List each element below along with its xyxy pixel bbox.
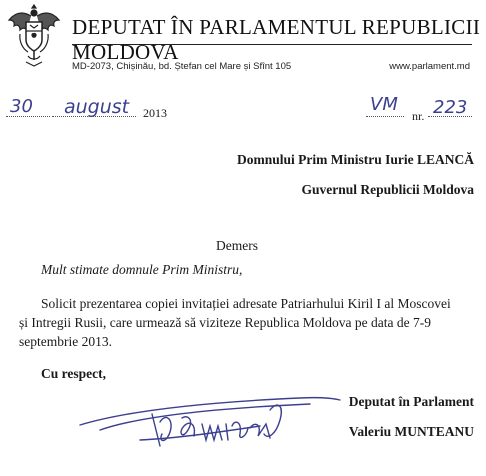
signatory-name: Valeriu MUNTEANU: [348, 424, 474, 439]
registration-prefix-handwritten: VM: [370, 94, 398, 115]
date-year: 2013: [143, 106, 167, 120]
salutation: Mult stimate domnule Prim Ministru,: [41, 262, 243, 277]
date-month-line: [52, 116, 136, 117]
registration-nr-label: nr.: [412, 109, 425, 123]
request-line-1: Solicit prezentarea copiei invitației adresate Patriarhului Kiril I al Moscovei: [41, 296, 451, 311]
date-day-line: [6, 116, 50, 117]
closing-phrase: Cu respect,: [41, 366, 106, 381]
coat-of-arms-emblem: [6, 4, 62, 68]
request-line-2: și Intregii Rusii, care urmează să viziteze Republica Moldova pe data de 7-9: [19, 315, 431, 330]
website-url: www.parlament.md: [389, 61, 470, 72]
recipient-name: Domnului Prim Ministru Iurie LEANCĂ: [236, 152, 474, 167]
handwritten-signature: [70, 380, 350, 460]
date-day-handwritten: 30: [10, 96, 33, 117]
registration-prefix-line: [366, 116, 404, 117]
sender-address: MD-2073, Chișinău, bd. Ștefan cel Mare și Sfînt 105: [72, 61, 292, 72]
registration-number-line: [428, 116, 472, 117]
request-paragraph: [19, 294, 481, 351]
request-line-3: septembrie 2013.: [19, 334, 112, 349]
document-title: DEPUTAT ÎN PARLAMENTUL REPUBLICII MOLDOVA: [72, 15, 481, 64]
recipient-institution: Guvernul Republicii Moldova: [301, 182, 474, 197]
date-month-handwritten: august: [64, 96, 130, 118]
document-subject: Demers: [216, 238, 258, 253]
registration-number-handwritten: 223: [433, 97, 468, 118]
header-divider: [72, 44, 472, 45]
signatory-role: Deputat în Parlament: [348, 394, 474, 409]
